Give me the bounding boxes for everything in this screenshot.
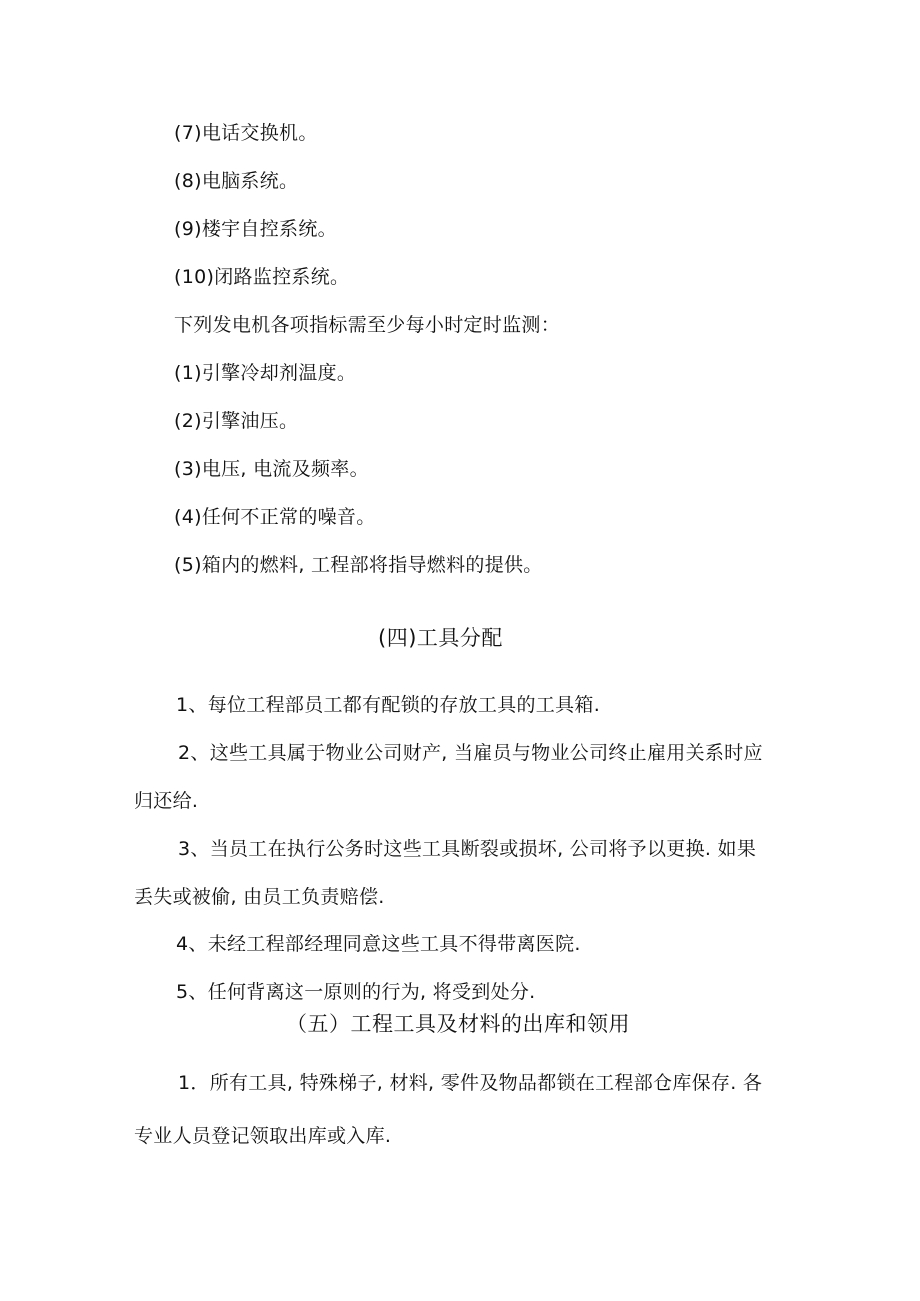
generator-item-4: (4)任何不正常的噪音。	[174, 506, 376, 528]
section-5-title: （五）工程工具及材料的出库和领用	[286, 1012, 630, 1036]
generator-item-5: (5)箱内的燃料, 工程部将指导燃料的提供。	[174, 554, 543, 576]
section-4-title: (四)工具分配	[378, 626, 503, 650]
generator-item-2: (2)引擎油压。	[174, 410, 299, 432]
generator-item-1: (1)引擎冷却剂温度。	[174, 362, 357, 384]
generator-item-3: (3)电压, 电流及频率。	[174, 458, 369, 480]
section-4-paragraph-3-line-2: 丢失或被偷, 由员工负责赔偿.	[134, 886, 385, 908]
section-4-paragraph-1: 1、每位工程部员工都有配锁的存放工具的工具箱.	[176, 694, 601, 716]
list-item-7: (7)电话交换机。	[174, 122, 318, 144]
section-4-paragraph-2-line-2: 归还给.	[134, 790, 199, 812]
section-4-paragraph-3-line-1: 3、当员工在执行公务时这些工具断裂或损坏, 公司将予以更换. 如果	[178, 838, 757, 860]
section-4-paragraph-5: 5、任何背离这一原则的行为, 将受到处分.	[176, 981, 536, 1003]
list-item-8: (8)电脑系统。	[174, 170, 299, 192]
section-4-paragraph-2-line-1: 2、这些工具属于物业公司财产, 当雇员与物业公司终止雇用关系时应	[178, 742, 763, 764]
section-5-paragraph-1-line-1: 1．所有工具, 特殊梯子, 材料, 零件及物品都锁在工程部仓库保存. 各	[178, 1072, 763, 1094]
generator-intro: 下列发电机各项指标需至少每小时定时监测：	[174, 314, 561, 336]
section-5-paragraph-1-line-2: 专业人员登记领取出库或入库.	[134, 1125, 392, 1147]
section-4-paragraph-4: 4、未经工程部经理同意这些工具不得带离医院.	[176, 933, 581, 955]
list-item-10: (10)闭路监控系统。	[174, 266, 350, 288]
list-item-9: (9)楼宇自控系统。	[174, 218, 337, 240]
